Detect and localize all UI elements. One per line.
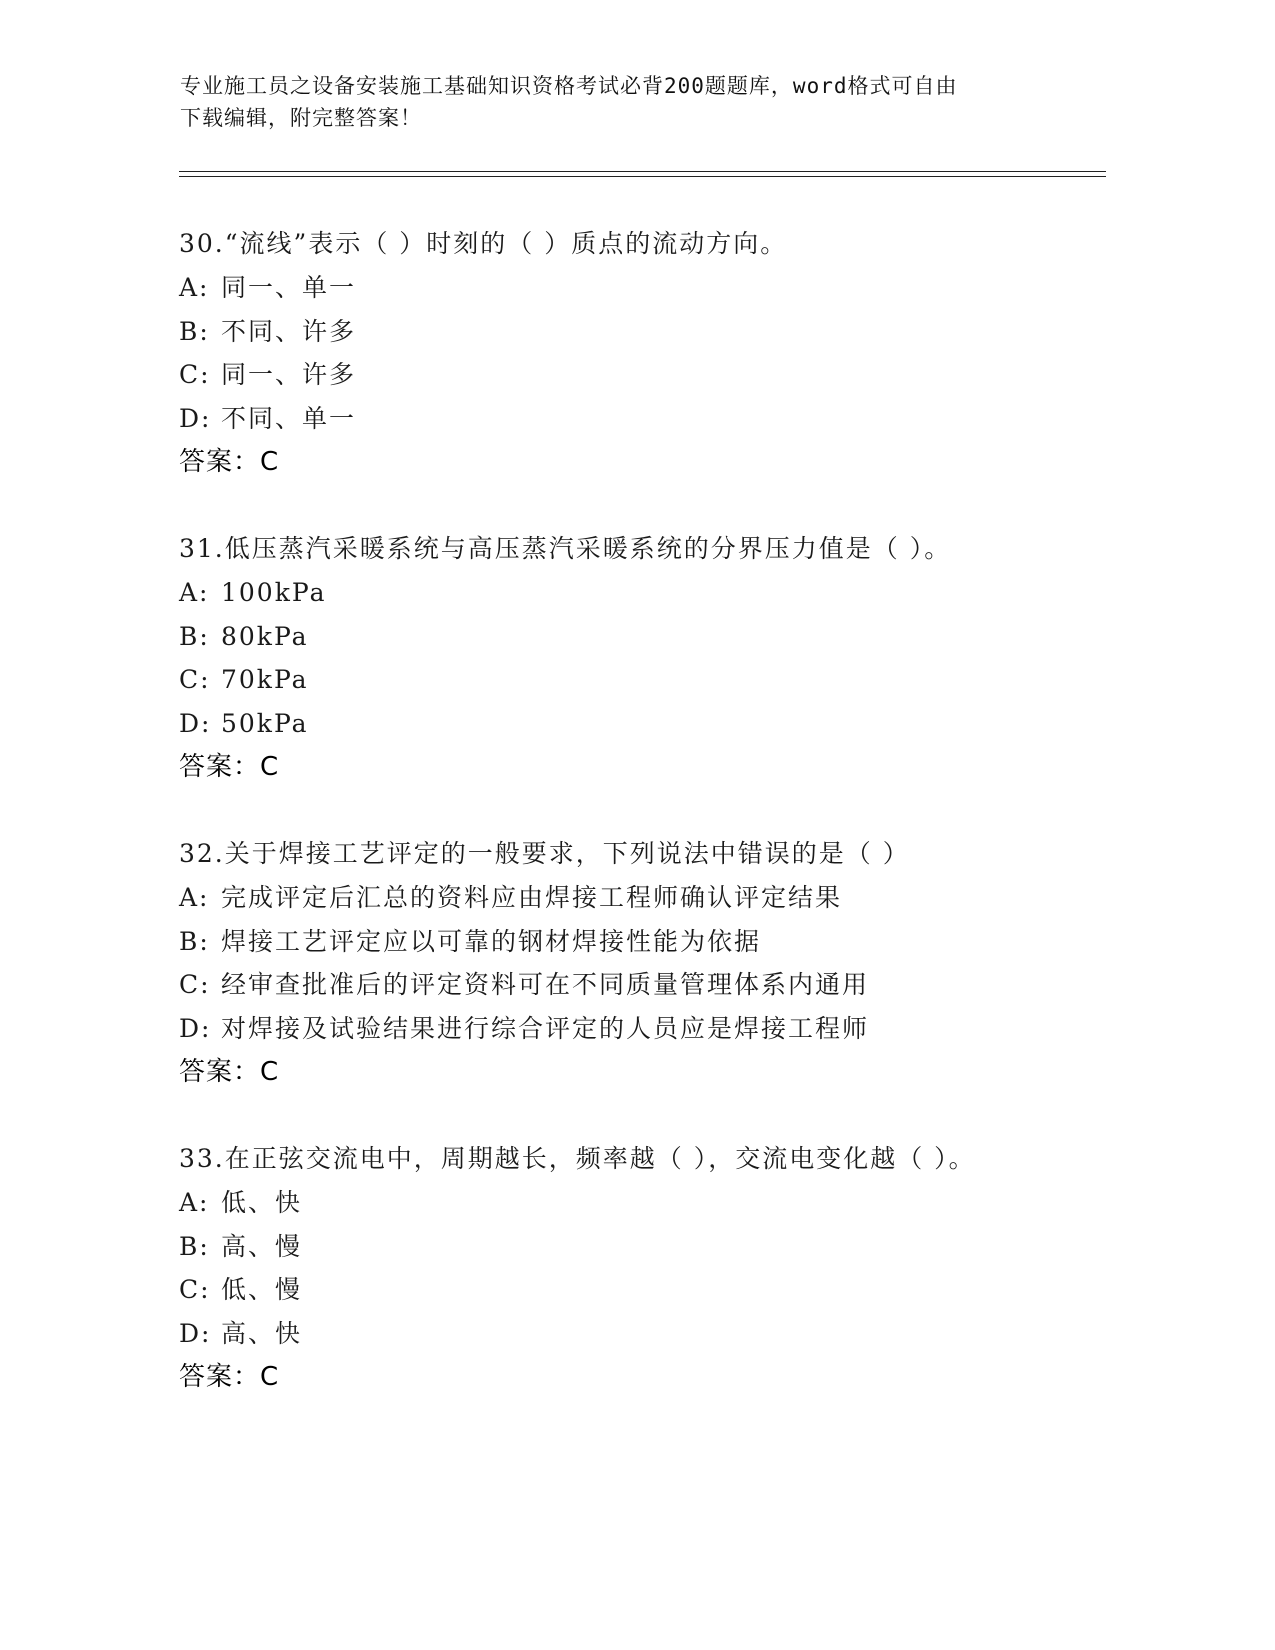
option-a <box>179 266 1109 310</box>
question-30 <box>179 222 1109 527</box>
option-a <box>179 1181 1109 1225</box>
question-stem: 33.在正弦交流电中，周期越长，频率越（ ），交流电变化越（ ）。 <box>179 1144 976 1173</box>
option-key: D: <box>179 1014 212 1044</box>
option-text: 不同、许多 <box>221 316 357 346</box>
option-d <box>179 1312 1109 1356</box>
option-b <box>179 920 1109 964</box>
option-key: A: <box>179 882 210 912</box>
answer-label: 答案：C <box>179 1056 280 1087</box>
option-d <box>179 1007 1109 1051</box>
option-b <box>179 1225 1109 1269</box>
option-text: 对焊接及试验结果进行综合评定的人员应是焊接工程师 <box>221 1014 870 1044</box>
option-key: A: <box>179 1187 210 1217</box>
option-key: A: <box>179 272 210 302</box>
option-text: 高、慢 <box>221 1231 303 1261</box>
question-32 <box>179 832 1109 1137</box>
option-text: 焊接工艺评定应以可靠的钢材焊接性能为依据 <box>221 926 762 956</box>
option-c <box>179 658 1109 702</box>
option-key: B: <box>179 926 210 956</box>
option-text: 同一、许多 <box>221 360 357 390</box>
question-list <box>179 222 1109 1442</box>
option-text: 经审查批准后的评定资料可在不同质量管理体系内通用 <box>221 970 870 1000</box>
option-key: A: <box>179 577 210 607</box>
option-text: 低、快 <box>221 1187 303 1217</box>
answer-label: 答案：C <box>179 751 280 782</box>
option-key: D: <box>179 709 212 739</box>
question-stem: 32.关于焊接工艺评定的一般要求，下列说法中错误的是（ ） <box>179 839 910 868</box>
option-a <box>179 571 1109 615</box>
option-text: 低、慢 <box>221 1275 303 1305</box>
option-text: 高、快 <box>221 1319 303 1349</box>
option-key: B: <box>179 316 210 346</box>
header-divider-top <box>179 171 1106 172</box>
header-line-2: 下载编辑，附完整答案！ <box>180 106 422 130</box>
option-b <box>179 310 1109 354</box>
header-divider-bottom <box>179 176 1106 177</box>
option-key: C: <box>179 970 211 1000</box>
option-text: 同一、单一 <box>221 272 357 302</box>
option-key: C: <box>179 665 211 695</box>
answer-label: 答案：C <box>179 446 280 477</box>
answer-label: 答案：C <box>179 1361 280 1392</box>
option-c <box>179 353 1109 397</box>
header-line-1: 专业施工员之设备安装施工基础知识资格考试必背200题题库，word格式可自由 <box>180 74 958 98</box>
option-a <box>179 876 1109 920</box>
option-text: 80kPa <box>221 621 309 651</box>
option-b <box>179 615 1109 659</box>
option-text: 70kPa <box>221 665 309 695</box>
option-text: 100kPa <box>221 577 327 607</box>
option-c <box>179 1268 1109 1312</box>
option-key: C: <box>179 1275 211 1305</box>
option-key: D: <box>179 1319 212 1349</box>
option-text: 完成评定后汇总的资料应由焊接工程师确认评定结果 <box>221 882 843 912</box>
question-stem: 31.低压蒸汽采暖系统与高压蒸汽采暖系统的分界压力值是（ ）。 <box>179 534 952 563</box>
option-text: 不同、单一 <box>221 404 357 434</box>
question-stem: 30.“流线”表示（ ）时刻的（ ）质点的流动方向。 <box>179 229 788 258</box>
option-text: 50kPa <box>221 709 309 739</box>
question-31 <box>179 527 1109 832</box>
option-d <box>179 702 1109 746</box>
document-header <box>180 70 1040 134</box>
option-c <box>179 963 1109 1007</box>
option-key: D: <box>179 404 212 434</box>
question-33 <box>179 1137 1109 1442</box>
option-key: C: <box>179 360 211 390</box>
option-d <box>179 397 1109 441</box>
option-key: B: <box>179 621 210 651</box>
option-key: B: <box>179 1231 210 1261</box>
